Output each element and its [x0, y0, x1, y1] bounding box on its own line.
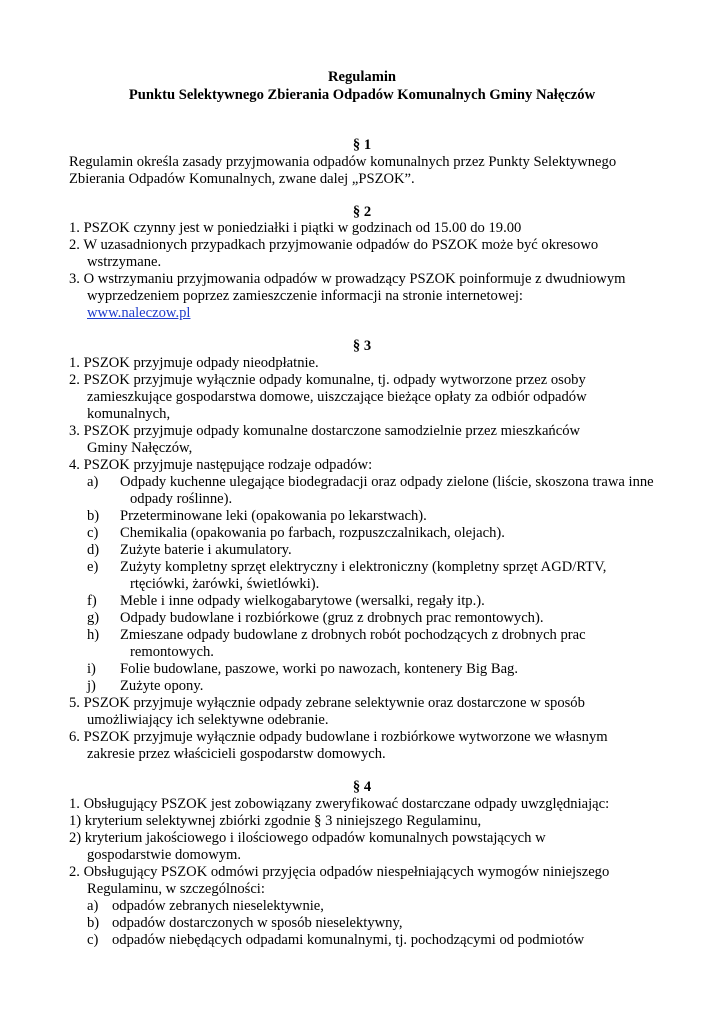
list-item: Zmieszane odpady budowlane z drobnych robót pochodzących z drobnych prac — [120, 627, 586, 643]
list-item: Odpady budowlane i rozbiórkowe (gruz z drobnych prac remontowych). — [120, 610, 544, 626]
section-3-line: umożliwiający ich selektywne odebranie. — [87, 712, 329, 728]
list-marker: d) — [87, 542, 100, 558]
section-4-line: gospodarstwie domowym. — [87, 847, 242, 863]
section-4-line: Regulaminu, w szczególności: — [87, 881, 265, 897]
list-item-continuation: rtęciówki, żarówki, świetlówki). — [130, 576, 320, 592]
list-marker: f) — [87, 593, 97, 609]
list-item: odpadów dostarczonych w sposób nieselektywny, — [112, 915, 403, 931]
section-3-line: zamieszkujące gospodarstwa domowe, uiszczające bieżące opłaty za odbiór odpadów — [87, 389, 587, 405]
list-item-continuation: remontowych. — [130, 644, 214, 660]
website-link[interactable]: www.naleczow.pl — [87, 305, 191, 321]
list-marker: h) — [87, 627, 100, 643]
section-4-heading: § 4 — [352, 779, 372, 795]
list-marker: i) — [87, 661, 96, 677]
list-marker: b) — [87, 915, 100, 931]
section-3-line: 5. PSZOK przyjmuje wyłącznie odpady zebrane selektywnie oraz dostarczone w sposób — [69, 695, 585, 711]
list-marker: a) — [87, 898, 99, 914]
section-2-line: wyprzedzeniem poprzez zamieszczenie informacji na stronie internetowej: — [87, 288, 523, 304]
list-item: Zużyte opony. — [120, 678, 204, 694]
list-item: Zużyty kompletny sprzęt elektryczny i elektroniczny (kompletny sprzęt AGD/RTV, — [120, 559, 607, 575]
list-item: Chemikalia (opakowania po farbach, rozpuszczalnikach, olejach). — [120, 525, 505, 541]
list-item: Zużyte baterie i akumulatory. — [120, 542, 292, 558]
document-subtitle: Punktu Selektywnego Zbierania Odpadów Komunalnych Gminy Nałęczów — [128, 87, 596, 103]
section-4-line: 2) kryterium jakościowego i ilościowego odpadów komunalnych powstających w — [69, 830, 546, 846]
list-item: Przeterminowane leki (opakowania po lekarstwach). — [120, 508, 427, 524]
section-3-line: 6. PSZOK przyjmuje wyłącznie odpady budowlane i rozbiórkowe wytworzone we własnym — [69, 729, 608, 745]
list-item-continuation: odpady roślinne). — [130, 491, 233, 507]
section-1-line: Zbierania Odpadów Komunalnych, zwane dalej „PSZOK”. — [69, 171, 415, 187]
list-item: Odpady kuchenne ulegające biodegradacji oraz odpady zielone (liście, skoszona trawa inne — [120, 474, 654, 490]
document-title: Regulamin — [327, 69, 397, 85]
section-4-line: 1) kryterium selektywnej zbiórki zgodnie § 3 niniejszego Regulaminu, — [69, 813, 482, 829]
section-3-heading: § 3 — [352, 338, 372, 354]
list-marker: c) — [87, 525, 99, 541]
section-4-line: 1. Obsługujący PSZOK jest zobowiązany zweryfikować dostarczane odpady uwzględniając: — [69, 796, 610, 812]
section-2-heading: § 2 — [352, 204, 372, 220]
list-item: odpadów niebędących odpadami komunalnymi, tj. pochodzącymi od podmiotów — [112, 932, 585, 948]
section-1-line: Regulamin określa zasady przyjmowania odpadów komunalnych przez Punkty Selektywnego — [69, 154, 617, 170]
section-2-line: wstrzymane. — [87, 254, 162, 270]
section-2-line: 2. W uzasadnionych przypadkach przyjmowanie odpadów do PSZOK może być okresowo — [69, 237, 599, 253]
section-2-line: 3. O wstrzymaniu przyjmowania odpadów w prowadzący PSZOK poinformuje z dwudniowym — [69, 271, 626, 287]
section-3-line: zakresie przez właścicieli gospodarstw domowych. — [87, 746, 386, 762]
list-marker: e) — [87, 559, 99, 575]
section-3-line: komunalnych, — [87, 406, 171, 422]
section-3-line: 1. PSZOK przyjmuje odpady nieodpłatnie. — [69, 355, 319, 371]
section-3-line: 3. PSZOK przyjmuje odpady komunalne dostarczone samodzielnie przez mieszkańców — [69, 423, 581, 439]
list-marker: a) — [87, 474, 99, 490]
section-3-line: 2. PSZOK przyjmuje wyłącznie odpady komunalne, tj. odpady wytworzone przez osoby — [69, 372, 586, 388]
section-2-line: 1. PSZOK czynny jest w poniedziałki i piątki w godzinach od 15.00 do 19.00 — [69, 220, 522, 236]
list-marker: j) — [87, 678, 96, 694]
list-item: Meble i inne odpady wielkogabarytowe (wersalki, regały itp.). — [120, 593, 485, 609]
list-marker: g) — [87, 610, 100, 626]
list-item: odpadów zebranych nieselektywnie, — [112, 898, 324, 914]
section-1-heading: § 1 — [352, 137, 372, 153]
list-item: Folie budowlane, paszowe, worki po nawozach, kontenery Big Bag. — [120, 661, 518, 677]
list-marker: c) — [87, 932, 99, 948]
section-4-line: 2. Obsługujący PSZOK odmówi przyjęcia odpadów niespełniających wymogów niniejszego — [69, 864, 610, 880]
list-marker: b) — [87, 508, 100, 524]
section-3-line: Gminy Nałęczów, — [87, 440, 193, 456]
section-3-line: 4. PSZOK przyjmuje następujące rodzaje odpadów: — [69, 457, 373, 473]
